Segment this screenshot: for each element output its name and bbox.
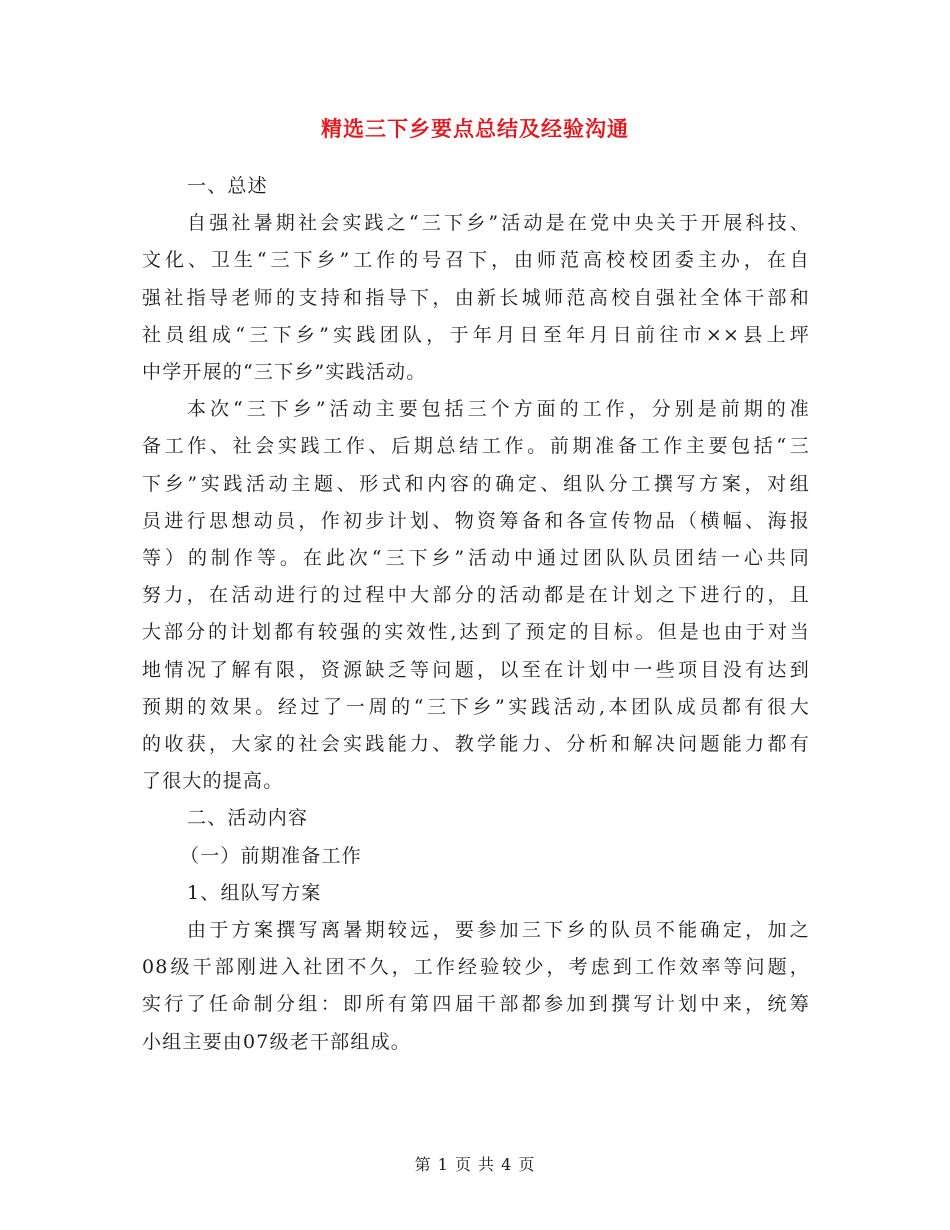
subsection-heading-preparation: （一）前期准备工作 — [180, 844, 362, 867]
paragraph-line: 的收获，大家的社会实践能力、教学能力、分析和解决问题能力都有 — [142, 733, 810, 756]
page-number-footer: 第 1 页 共 4 页 — [414, 1155, 536, 1174]
paragraph-line: 08级干部刚进入社团不久，工作经验较少，考虑到工作效率等问题， — [142, 956, 810, 979]
paragraph-line: 小组主要由07级老干部组成。 — [142, 1030, 411, 1053]
section-heading-overview: 一、总述 — [187, 175, 268, 197]
item-heading-team-plan: 1、组队写方案 — [187, 881, 322, 904]
paragraph-line: 员进行思想动员，作初步计划、物资筹备和各宣传物品（横幅、海报 — [142, 509, 810, 532]
section-heading-activities: 二、活动内容 — [187, 807, 309, 830]
paragraph-line: 强社指导老师的支持和指导下，由新长城师范高校自强社全体干部和 — [142, 286, 810, 309]
paragraph-line: 等）的制作等。在此次“三下乡”活动中通过团队队员团结一心共同 — [142, 547, 810, 570]
paragraph-line: 社员组成“三下乡”实践团队，于年月日至年月日前往市××县上坪 — [142, 323, 810, 346]
paragraph-line: 文化、卫生“三下乡”工作的号召下，由师范高校校团委主办，在自 — [142, 249, 810, 272]
paragraph-line: 本次“三下乡”活动主要包括三个方面的工作，分别是前期的准 — [187, 398, 810, 421]
paragraph-line: 地情况了解有限，资源缺乏等问题，以至在计划中一些项目没有达到 — [142, 658, 810, 681]
paragraph-line: 预期的效果。经过了一周的“三下乡”实践活动,本团队成员都有很大 — [142, 695, 810, 718]
document-title: 精选三下乡要点总结及经验沟通 — [321, 116, 629, 141]
paragraph-line: 大部分的计划都有较强的实效性,达到了预定的目标。但是也由于对当 — [142, 621, 810, 644]
paragraph-line: 中学开展的“三下乡”实践活动。 — [142, 361, 427, 384]
paragraph-line: 努力，在活动进行的过程中大部分的活动都是在计划之下进行的，且 — [142, 584, 810, 607]
paragraph-line: 了很大的提高。 — [142, 770, 284, 793]
document-body — [142, 168, 810, 1061]
paragraph-line: 下乡”实践活动主题、形式和内容的确定、组队分工撰写方案，对组 — [142, 472, 810, 495]
paragraph-line: 备工作、社会实践工作、后期总结工作。前期准备工作主要包括“三 — [142, 435, 810, 458]
paragraph-line: 实行了任命制分组：即所有第四届干部都参加到撰写计划中来，统筹 — [142, 993, 810, 1016]
paragraph-line: 自强社暑期社会实践之“三下乡”活动是在党中央关于开展科技、 — [187, 212, 810, 235]
paragraph-line: 由于方案撰写离暑期较远，要参加三下乡的队员不能确定，加之 — [187, 919, 810, 942]
